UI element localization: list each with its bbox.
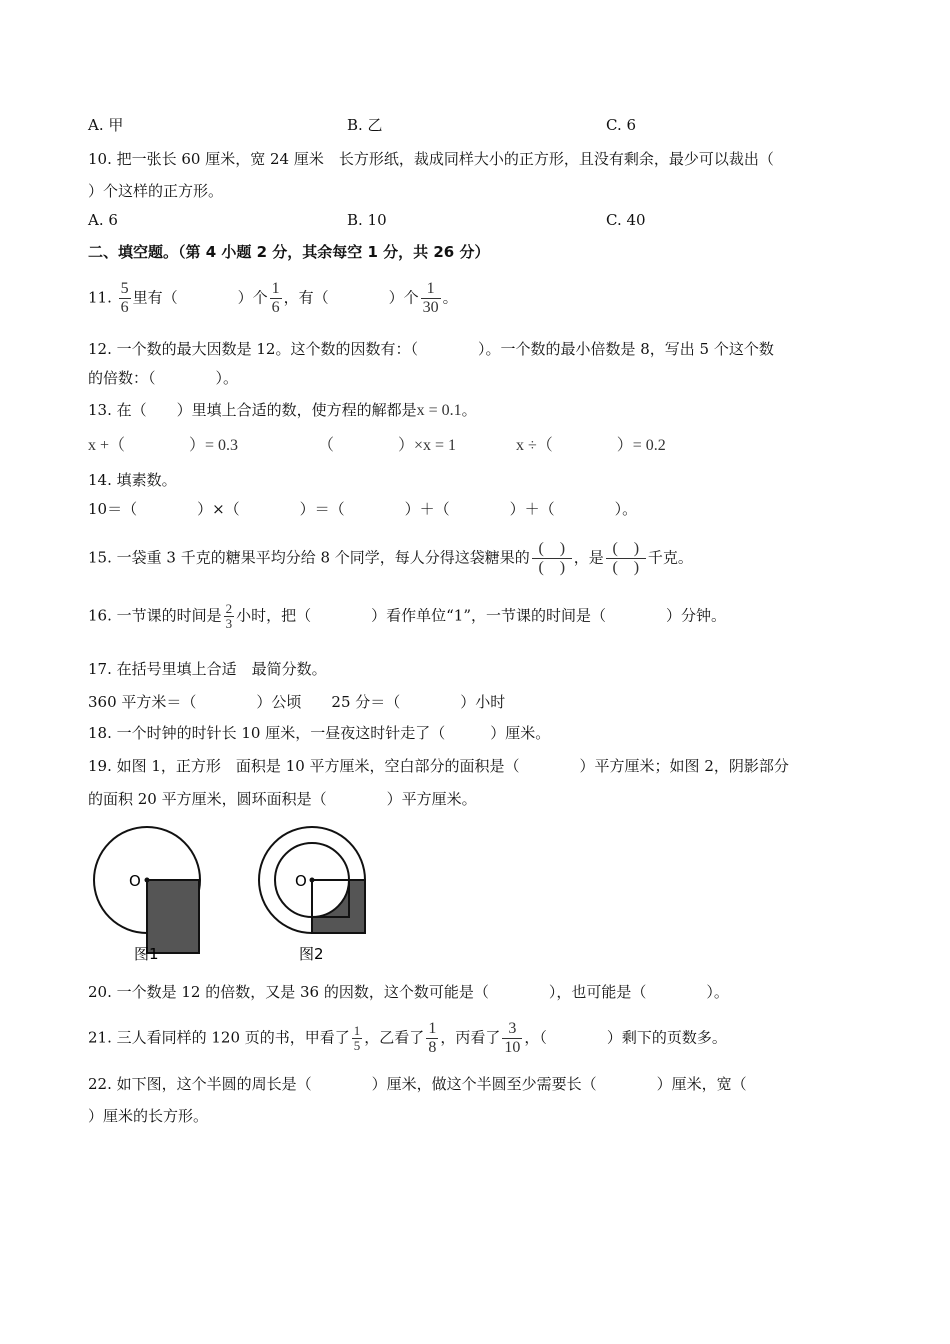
fraction: $\frac{2}{3}$ [225, 601, 233, 631]
q13-eq1: x +（ ）= 0.3 [88, 437, 239, 454]
fraction: $\frac{3}{10}$ [504, 1020, 521, 1056]
q19-line2: 的面积 20 平方厘米，圆环面积是（ ）平方厘米。 [88, 790, 477, 808]
fraction: $\frac{5}{6}$ [120, 280, 129, 316]
q17-title: 17. 在括号里填上合适 最简分数。 [88, 660, 327, 678]
q11-text1: 里有（ ）个 [132, 288, 268, 307]
fraction: $\frac{1}{6}$ [271, 280, 280, 316]
q16-text1: 16. 一节课的时间是 [88, 606, 222, 625]
fig1-center-label: O [129, 872, 141, 890]
q13-eq2: （ ）×x = 1 [318, 437, 457, 454]
fig1-square [147, 880, 199, 953]
q9-option-b: B. 乙 [347, 116, 383, 134]
q11-text2: ，有（ ）个 [283, 288, 419, 307]
q21-text4: ，（ ）剩下的页数多。 [524, 1028, 727, 1047]
q17-line: 360 平方米＝（ ）公顷 25 分＝（ ）小时 [88, 693, 506, 711]
blank-fraction: $\frac{( )}{( )}$ [532, 540, 572, 577]
q18: 18. 一个时钟的时针长 10 厘米，一昼夜这时针走了（ ）厘米。 [88, 724, 551, 742]
q20: 20. 一个数是 12 的倍数，又是 36 的因数，这个数可能是（ ），也可能是（ ）。 [88, 983, 729, 1001]
fig2-center [310, 878, 315, 883]
q13-prompt: 13. 在（ ）里填上合适的数，使方程的解都是 [88, 401, 417, 419]
q14-line: 10＝（ ）×（ ）＝（ ）＋（ ）＋（ ）。 [88, 500, 638, 518]
q10-line1: 10. 把一张长 60 厘米，宽 24 厘米 长方形纸，裁成同样大小的正方形，且没有剩余，最少可以裁出（ [88, 150, 774, 168]
figure-2 [259, 827, 365, 963]
q21-text2: ，乙看了 [364, 1028, 425, 1047]
q11-text3: 。 [442, 288, 458, 307]
q14-title: 14. 填素数。 [88, 471, 177, 489]
fig1-label: 图1 [134, 945, 159, 963]
q9-option-a: A. 甲 [88, 116, 124, 134]
fig2-label: 图2 [299, 945, 324, 963]
fig1-center [145, 878, 150, 883]
q13-eq3: x ÷（ ）= 0.2 [516, 437, 666, 454]
q16-text2: 小时，把（ ）看作单位“1”，一节课的时间是（ ）分钟。 [236, 606, 727, 625]
section-title: 二、填空题。（第 4 小题 2 分，其余每空 1 分，共 26 分） [88, 243, 490, 261]
fraction: $\frac{1}{30}$ [422, 280, 439, 316]
q13-equation: x = 0.1 [416, 402, 462, 419]
q9-option-c: C. 6 [606, 116, 637, 134]
q19-line1: 19. 如图 1，正方形 面积是 10 平方厘米，空白部分的面积是（ ）平方厘米；如图 2，阴影部分 [88, 757, 789, 775]
q22-line1: 22. 如下图，这个半圆的周长是（ ）厘米，做这个半圆至少需要长（ ）厘米，宽（ [88, 1075, 747, 1093]
q13-period: 。 [461, 401, 477, 419]
fraction: $\frac{1}{8}$ [428, 1020, 437, 1056]
q12-line2: 的倍数：（ ）。 [88, 369, 239, 387]
q10-line2: ）个这样的正方形。 [88, 182, 224, 200]
fig2-center-label: O [295, 872, 307, 890]
q10-option-b: B. 10 [347, 211, 387, 229]
q16 [88, 602, 726, 631]
q15 [88, 540, 693, 577]
q11-num: 11. [88, 288, 112, 307]
q21-text3: ，丙看了 [440, 1028, 501, 1047]
q21-text1: 21. 三人看同样的 120 页的书，甲看了 [88, 1028, 350, 1047]
q10-option-a: A. 6 [88, 211, 118, 229]
q12-line1: 12. 一个数的最大因数是 12。这个数的因数有：（ ）。一个数的最小倍数是 8，写出 5 个这个数 [88, 340, 774, 358]
q21 [88, 1020, 727, 1057]
q15-text1: 15. 一袋重 3 千克的糖果平均分给 8 个同学，每人分得这袋糖果的 [88, 548, 530, 567]
q10-option-c: C. 40 [606, 211, 646, 229]
q22-line2: ）厘米的长方形。 [88, 1107, 209, 1125]
figure-1 [94, 827, 200, 963]
q15-text3: 千克。 [647, 548, 693, 567]
q13-text [88, 400, 477, 421]
q15-text2: ，是 [573, 548, 604, 567]
q19-figures [88, 822, 378, 972]
q11 [88, 280, 458, 317]
fraction: $\frac{1}{5}$ [353, 1023, 361, 1053]
blank-fraction: $\frac{( )}{( )}$ [606, 540, 646, 577]
